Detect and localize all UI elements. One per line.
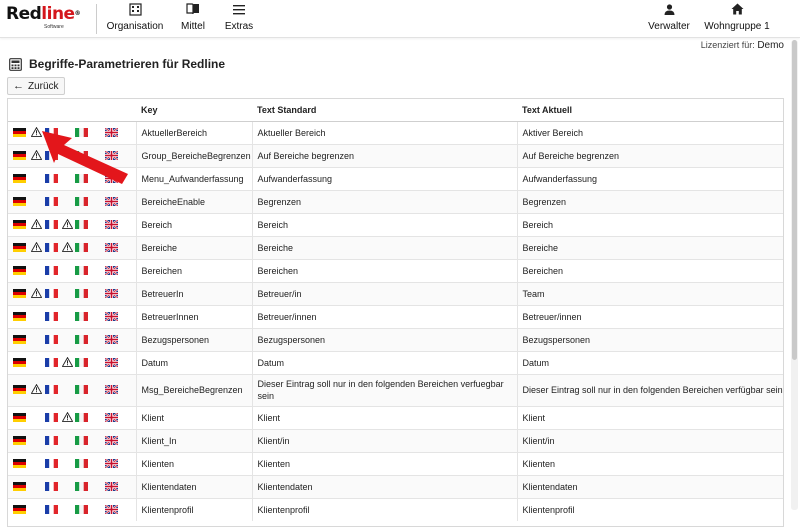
flag-fr-icon[interactable] <box>45 385 58 394</box>
flag-it-icon[interactable] <box>75 335 88 344</box>
flag-fr-icon[interactable] <box>45 220 58 229</box>
table-header-row <box>8 99 784 121</box>
flag-uk-icon[interactable] <box>105 151 118 160</box>
text-aktuell-cell[interactable]: Auf Bereiche begrenzen <box>517 144 784 167</box>
flag-de-icon[interactable] <box>13 482 26 491</box>
text-aktuell-cell[interactable]: Dieser Eintrag soll nur in den folgenden Bereichen verfügbar sein <box>517 374 784 406</box>
table-row[interactable] <box>8 190 784 213</box>
terms-table <box>7 98 784 527</box>
text-standard-cell[interactable]: Aufwanderfassung <box>252 167 517 190</box>
text-aktuell-cell[interactable]: Bereiche <box>517 236 784 259</box>
top-navigation-bar <box>0 0 800 38</box>
flag-fr-icon[interactable] <box>45 289 58 298</box>
flag-it-icon[interactable] <box>75 358 88 367</box>
nav-mittel[interactable]: Mittel <box>176 3 210 35</box>
key-cell[interactable]: AktuellerBereich <box>136 121 252 144</box>
flag-uk-icon[interactable] <box>105 413 118 422</box>
flag-de-icon[interactable] <box>13 266 26 275</box>
text-standard-cell[interactable]: Klienten <box>252 452 517 475</box>
warning-icon <box>31 384 42 394</box>
key-cell[interactable]: BetreuerInnen <box>136 305 252 328</box>
language-flags-cell <box>8 282 136 305</box>
flag-de-icon[interactable] <box>13 128 26 137</box>
flag-uk-icon[interactable] <box>105 243 118 252</box>
language-flags-cell <box>8 452 136 475</box>
flag-fr-icon[interactable] <box>45 128 58 137</box>
text-standard-cell[interactable]: Begrenzen <box>252 190 517 213</box>
warning-icon <box>31 288 42 298</box>
language-flags-cell <box>8 190 136 213</box>
license-info: Lizenziert für: Demo <box>700 40 784 51</box>
flag-it-icon[interactable] <box>75 312 88 321</box>
language-flags-cell <box>8 121 136 144</box>
flag-de-icon[interactable] <box>13 459 26 468</box>
table-row[interactable] <box>8 429 784 452</box>
table-row[interactable] <box>8 328 784 351</box>
warning-icon <box>62 357 73 367</box>
menu-icon <box>222 3 256 19</box>
flag-uk-icon[interactable] <box>105 174 118 183</box>
flag-uk-icon[interactable] <box>105 505 118 514</box>
table-row[interactable] <box>8 475 784 498</box>
flag-de-icon[interactable] <box>13 505 26 514</box>
flag-it-icon[interactable] <box>75 505 88 514</box>
text-aktuell-cell[interactable]: Klienten <box>517 452 784 475</box>
text-standard-cell[interactable]: Dieser Eintrag soll nur in den folgenden Bereichen verfuegbar sein <box>252 374 517 406</box>
flag-uk-icon[interactable] <box>105 459 118 468</box>
text-standard-cell[interactable]: Klient <box>252 406 517 429</box>
language-flags-cell <box>8 259 136 282</box>
flag-uk-icon[interactable] <box>105 289 118 298</box>
home-icon <box>702 3 772 19</box>
text-aktuell-cell[interactable]: Datum <box>517 351 784 374</box>
language-flags-cell <box>8 305 136 328</box>
text-standard-cell[interactable]: Auf Bereiche begrenzen <box>252 144 517 167</box>
flag-de-icon[interactable] <box>13 312 26 321</box>
flag-it-icon[interactable] <box>75 128 88 137</box>
text-standard-cell[interactable]: Datum <box>252 351 517 374</box>
text-standard-cell[interactable]: Bereich <box>252 213 517 236</box>
text-aktuell-cell[interactable]: Aktiver Bereich <box>517 121 784 144</box>
table-row[interactable] <box>8 121 784 144</box>
flag-fr-icon[interactable] <box>45 358 58 367</box>
flag-fr-icon[interactable] <box>45 482 58 491</box>
text-standard-cell[interactable]: Bereichen <box>252 259 517 282</box>
table-row[interactable] <box>8 351 784 374</box>
flag-uk-icon[interactable] <box>105 128 118 137</box>
table-row[interactable] <box>8 406 784 429</box>
table-row[interactable] <box>8 282 784 305</box>
text-aktuell-cell[interactable]: Bereichen <box>517 259 784 282</box>
table-row[interactable] <box>8 236 784 259</box>
key-cell[interactable]: Klientenprofil <box>136 498 252 521</box>
flag-uk-icon[interactable] <box>105 266 118 275</box>
text-aktuell-cell[interactable]: Aufwanderfassung <box>517 167 784 190</box>
key-cell[interactable]: Klient_In <box>136 429 252 452</box>
key-cell[interactable]: Bereiche <box>136 236 252 259</box>
text-standard-cell[interactable]: Klient/in <box>252 429 517 452</box>
text-aktuell-cell[interactable]: Bereich <box>517 213 784 236</box>
flag-fr-icon[interactable] <box>45 266 58 275</box>
text-aktuell-cell[interactable]: Bezugspersonen <box>517 328 784 351</box>
calculator-icon <box>9 58 22 71</box>
table-row[interactable] <box>8 167 784 190</box>
user-menu[interactable]: Verwalter <box>646 3 692 35</box>
table-row[interactable] <box>8 452 784 475</box>
table-row[interactable] <box>8 498 784 521</box>
flag-fr-icon[interactable] <box>45 151 58 160</box>
flag-de-icon[interactable] <box>13 151 26 160</box>
flag-de-icon[interactable] <box>13 413 26 422</box>
column-header-text-standard[interactable]: Text Standard <box>252 99 517 121</box>
key-cell[interactable]: Bereich <box>136 213 252 236</box>
key-cell[interactable]: Bereichen <box>136 259 252 282</box>
flag-fr-icon[interactable] <box>45 459 58 468</box>
table-row[interactable] <box>8 259 784 282</box>
warning-icon <box>62 412 73 422</box>
scrollbar-thumb[interactable] <box>792 40 797 360</box>
nav-extras[interactable]: Extras <box>222 3 256 35</box>
text-aktuell-cell[interactable]: Betreuer/innen <box>517 305 784 328</box>
flag-fr-icon[interactable] <box>45 243 58 252</box>
text-aktuell-cell[interactable]: Klientendaten <box>517 475 784 498</box>
table-row[interactable] <box>8 144 784 167</box>
text-standard-cell[interactable]: Bezugspersonen <box>252 328 517 351</box>
flag-uk-icon[interactable] <box>105 335 118 344</box>
flag-it-icon[interactable] <box>75 385 88 394</box>
flag-it-icon[interactable] <box>75 413 88 422</box>
language-flags-cell <box>8 236 136 259</box>
warning-icon <box>31 219 42 229</box>
flag-it-icon[interactable] <box>75 151 88 160</box>
flag-it-icon[interactable] <box>75 174 88 183</box>
flag-it-icon[interactable] <box>75 220 88 229</box>
key-cell[interactable]: BereicheEnable <box>136 190 252 213</box>
key-cell[interactable]: Klientendaten <box>136 475 252 498</box>
flag-it-icon[interactable] <box>75 482 88 491</box>
flag-it-icon[interactable] <box>75 436 88 445</box>
warning-icon <box>62 219 73 229</box>
text-aktuell-cell[interactable]: Team <box>517 282 784 305</box>
back-button[interactable]: ← Zurück <box>7 77 65 95</box>
group-menu[interactable]: Wohngruppe 1 <box>702 3 772 35</box>
column-header-key[interactable]: Key <box>136 99 252 121</box>
divider <box>96 4 97 34</box>
text-standard-cell[interactable]: Klientenprofil <box>252 498 517 521</box>
column-header-text-aktuell[interactable]: Text Aktuell <box>517 99 784 121</box>
page-title: Begriffe-Parametrieren für Redline <box>9 55 225 73</box>
user-icon <box>646 3 692 19</box>
flag-it-icon[interactable] <box>75 266 88 275</box>
language-flags-cell <box>8 167 136 190</box>
redline-logo[interactable]: Redline® Software <box>6 4 81 30</box>
flag-de-icon[interactable] <box>13 197 26 206</box>
nav-organisation[interactable]: Organisation <box>106 3 164 35</box>
flag-fr-icon[interactable] <box>45 312 58 321</box>
building-icon <box>106 3 164 19</box>
language-flags-cell <box>8 328 136 351</box>
flag-fr-icon[interactable] <box>45 335 58 344</box>
flag-uk-icon[interactable] <box>105 358 118 367</box>
book-icon <box>176 3 210 19</box>
flag-de-icon[interactable] <box>13 358 26 367</box>
flag-it-icon[interactable] <box>75 243 88 252</box>
language-flags-cell <box>8 374 136 406</box>
text-standard-cell[interactable]: Bereiche <box>252 236 517 259</box>
vertical-scrollbar[interactable] <box>791 40 798 510</box>
language-flags-cell <box>8 406 136 429</box>
flag-uk-icon[interactable] <box>105 482 118 491</box>
flag-uk-icon[interactable] <box>105 436 118 445</box>
language-flags-cell <box>8 144 136 167</box>
text-aktuell-cell[interactable]: Klient/in <box>517 429 784 452</box>
flag-fr-icon[interactable] <box>45 436 58 445</box>
text-standard-cell[interactable]: Betreuer/in <box>252 282 517 305</box>
language-flags-cell <box>8 429 136 452</box>
flag-fr-icon[interactable] <box>45 505 58 514</box>
flag-uk-icon[interactable] <box>105 197 118 206</box>
key-cell[interactable]: BetreuerIn <box>136 282 252 305</box>
arrow-left-icon: ← <box>13 80 24 92</box>
warning-icon <box>31 242 42 252</box>
key-cell[interactable]: Klient <box>136 406 252 429</box>
text-standard-cell[interactable]: Betreuer/innen <box>252 305 517 328</box>
language-flags-cell <box>8 498 136 521</box>
language-flags-cell <box>8 351 136 374</box>
flag-fr-icon[interactable] <box>45 197 58 206</box>
key-cell[interactable]: Bezugspersonen <box>136 328 252 351</box>
language-flags-cell <box>8 213 136 236</box>
flag-de-icon[interactable] <box>13 385 26 394</box>
warning-icon <box>62 242 73 252</box>
flag-it-icon[interactable] <box>75 197 88 206</box>
key-cell[interactable]: Klienten <box>136 452 252 475</box>
text-standard-cell[interactable]: Aktueller Bereich <box>252 121 517 144</box>
key-cell[interactable]: Datum <box>136 351 252 374</box>
flag-de-icon[interactable] <box>13 335 26 344</box>
key-cell[interactable]: Menu_Aufwanderfassung <box>136 167 252 190</box>
warning-icon <box>31 150 42 160</box>
flag-de-icon[interactable] <box>13 174 26 183</box>
flag-de-icon[interactable] <box>13 289 26 298</box>
flag-uk-icon[interactable] <box>105 385 118 394</box>
flag-it-icon[interactable] <box>75 459 88 468</box>
flag-de-icon[interactable] <box>13 243 26 252</box>
flag-uk-icon[interactable] <box>105 312 118 321</box>
flag-de-icon[interactable] <box>13 220 26 229</box>
text-aktuell-cell[interactable]: Begrenzen <box>517 190 784 213</box>
key-cell[interactable]: Msg_BereicheBegrenzen <box>136 374 252 406</box>
column-header-flags <box>8 99 136 121</box>
flag-fr-icon[interactable] <box>45 174 58 183</box>
language-flags-cell <box>8 475 136 498</box>
flag-it-icon[interactable] <box>75 289 88 298</box>
text-aktuell-cell[interactable]: Klientenprofil <box>517 498 784 521</box>
flag-uk-icon[interactable] <box>105 220 118 229</box>
flag-fr-icon[interactable] <box>45 413 58 422</box>
key-cell[interactable]: Group_BereicheBegrenzen <box>136 144 252 167</box>
text-standard-cell[interactable]: Klientendaten <box>252 475 517 498</box>
warning-icon <box>31 127 42 137</box>
text-aktuell-cell[interactable]: Klient <box>517 406 784 429</box>
table-row[interactable] <box>8 305 784 328</box>
flag-de-icon[interactable] <box>13 436 26 445</box>
table-row[interactable] <box>8 374 784 406</box>
table-row[interactable] <box>8 213 784 236</box>
